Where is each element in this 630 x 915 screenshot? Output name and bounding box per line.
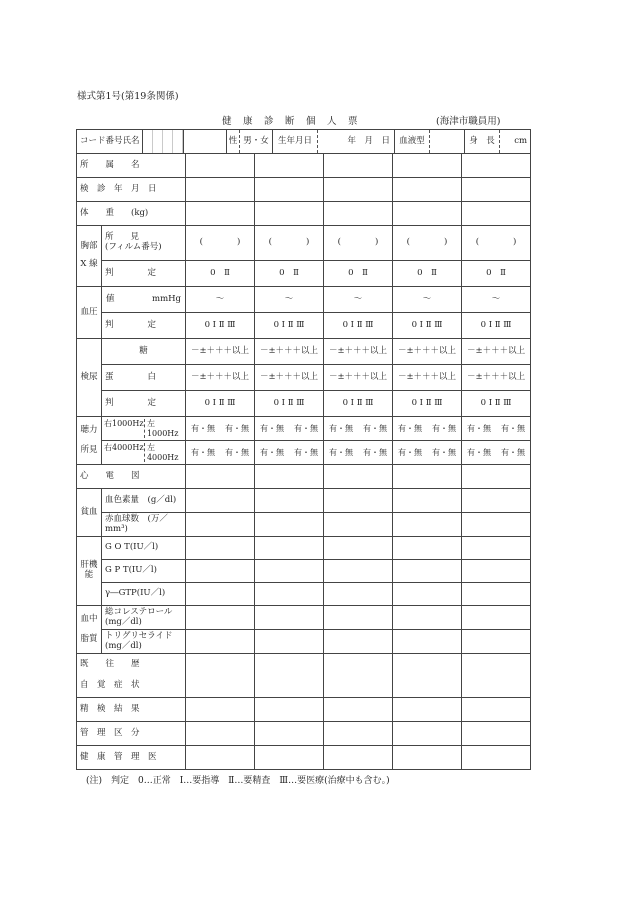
row-bp-judgment [77, 313, 531, 339]
entry-cell[interactable] [186, 560, 255, 583]
label-cell: γ―GTP(IU／l) [102, 583, 186, 606]
entry-cell[interactable] [324, 489, 393, 513]
text-label: 有・無 [432, 447, 456, 457]
row-urine-protein [77, 365, 531, 391]
entry-cell[interactable]: 0 Ⅰ Ⅱ Ⅲ [255, 391, 324, 417]
row-hemoglobin [77, 489, 531, 513]
entry-cell[interactable]: 〜 [393, 287, 462, 313]
entry-cell[interactable] [462, 722, 531, 746]
entry-cell[interactable] [255, 722, 324, 746]
entry-cell[interactable] [393, 746, 462, 770]
entry-cell[interactable]: 0 Ⅰ Ⅱ Ⅲ [393, 391, 462, 417]
text-label: mmHg [152, 293, 181, 304]
row-cholesterol [77, 606, 531, 630]
text-label: 有・無 [225, 447, 249, 457]
blood-type-field[interactable] [430, 130, 465, 153]
entry-cell[interactable] [462, 154, 531, 178]
entry-cell[interactable] [186, 202, 255, 226]
row-urine-judgment [77, 391, 531, 417]
text-label: 有・無 [398, 423, 422, 433]
entry-cell[interactable]: 〜 [462, 287, 531, 313]
label-cell: G O T(IU／l) [102, 537, 186, 560]
hearing-group-label [77, 417, 102, 465]
form-title: 健 康 診 断 個 人 票 [222, 116, 359, 127]
text-label: 有・無 [467, 447, 491, 457]
row-exam-date [77, 178, 531, 202]
text-label: 血中 [80, 613, 98, 624]
text-label: 右4000Hz [104, 443, 144, 453]
xray-cell[interactable]: ( ) [255, 226, 324, 261]
form-edition: (海津市職員用) [436, 116, 501, 127]
label-cell [255, 417, 324, 441]
entry-cell[interactable] [255, 606, 324, 630]
entry-cell[interactable] [255, 465, 324, 489]
entry-cell[interactable] [462, 513, 531, 537]
entry-cell[interactable] [186, 154, 255, 178]
entry-cell[interactable] [393, 560, 462, 583]
entry-cell[interactable] [324, 537, 393, 560]
label-cell [462, 417, 531, 441]
entry-cell[interactable] [393, 630, 462, 654]
xray-cell[interactable]: ( ) [324, 226, 393, 261]
label-cell [324, 417, 393, 441]
dob-field[interactable]: 年 月 日 [318, 130, 395, 153]
text-label: 有・無 [294, 447, 318, 457]
row-history [77, 654, 531, 676]
entry-cell[interactable]: 0 Ⅰ Ⅱ Ⅲ [462, 313, 531, 339]
label-cell: 健 康 管 理 医 [77, 746, 186, 770]
text-label: (フィルム番号) [105, 242, 162, 252]
xray-cell[interactable]: ( ) [462, 226, 531, 261]
text-label: 右1000Hz [104, 419, 144, 429]
entry-cell[interactable]: －±＋＋＋以上 [393, 365, 462, 391]
entry-cell[interactable] [255, 513, 324, 537]
row-xray-judgment [77, 261, 531, 287]
entry-cell[interactable] [462, 202, 531, 226]
entry-cell[interactable] [255, 560, 324, 583]
urine-group-label: 検尿 [77, 339, 102, 417]
label-cell: 判 定 [102, 261, 186, 287]
label-cell: 検 診 年 月 日 [77, 178, 186, 202]
text-label: 有・無 [191, 423, 215, 433]
label-cell: 自 覚 症 状 [77, 676, 186, 698]
label-cell [102, 441, 186, 465]
entry-cell[interactable]: 0 Ⅱ [186, 261, 255, 287]
entry-cell[interactable] [324, 178, 393, 202]
entry-cell[interactable] [393, 583, 462, 606]
entry-cell[interactable] [324, 630, 393, 654]
entry-cell[interactable] [462, 560, 531, 583]
entry-cell[interactable]: －±＋＋＋以上 [186, 365, 255, 391]
entry-cell[interactable] [462, 746, 531, 770]
label-cell [462, 441, 531, 465]
entry-cell[interactable] [393, 154, 462, 178]
top-info-row [77, 130, 531, 154]
sex-label: 性 [228, 135, 238, 146]
text-label: 脂質 [80, 633, 98, 644]
entry-cell[interactable] [186, 465, 255, 489]
entry-cell[interactable] [324, 202, 393, 226]
text-label: 左4000Hz [144, 443, 185, 461]
row-management [77, 722, 531, 746]
row-affiliation [77, 154, 531, 178]
row-xray-finding [77, 226, 531, 261]
xray-cell[interactable]: ( ) [393, 226, 462, 261]
anemia-group-label: 貧血 [77, 489, 102, 537]
entry-cell[interactable] [324, 722, 393, 746]
entry-cell[interactable] [255, 746, 324, 770]
dob-label: 生年月日 [273, 130, 318, 153]
entry-cell[interactable] [324, 154, 393, 178]
entry-cell[interactable]: －±＋＋＋以上 [255, 365, 324, 391]
code-name-label: コード番号氏名 [77, 130, 143, 153]
entry-cell[interactable] [255, 178, 324, 202]
text-label: 有・無 [329, 423, 353, 433]
row-weight [77, 202, 531, 226]
label-cell: 判 定 [102, 313, 186, 339]
entry-cell[interactable] [393, 654, 462, 698]
label-cell [324, 441, 393, 465]
entry-cell[interactable]: 0 Ⅰ Ⅱ Ⅲ [186, 313, 255, 339]
entry-cell[interactable] [255, 202, 324, 226]
entry-cell[interactable] [462, 583, 531, 606]
entry-cell[interactable] [462, 630, 531, 654]
entry-cell[interactable] [393, 606, 462, 630]
text-label: 左1000Hz [144, 419, 185, 437]
entry-cell[interactable]: －±＋＋＋以上 [462, 339, 531, 365]
entry-cell[interactable] [186, 654, 255, 698]
entry-cell[interactable] [186, 178, 255, 202]
text-label: 値 [106, 293, 115, 304]
entry-cell[interactable]: －±＋＋＋以上 [393, 339, 462, 365]
label-cell: 赤血球数 (万／mm³) [102, 513, 186, 537]
text-label: 有・無 [501, 423, 526, 433]
name-field[interactable] [184, 130, 227, 153]
footnote: (注) 判定 0…正常 Ⅰ…要指導 Ⅱ…要精査 Ⅲ…要医療(治療中も含む。) [86, 776, 390, 786]
entry-cell[interactable]: 0 Ⅱ [393, 261, 462, 287]
entry-cell[interactable] [186, 746, 255, 770]
label-cell [77, 130, 531, 154]
entry-cell[interactable] [255, 583, 324, 606]
label-cell [102, 226, 186, 261]
entry-cell[interactable]: 0 Ⅱ [462, 261, 531, 287]
row-hearing-1000 [77, 417, 531, 441]
text-label: 有・無 [329, 447, 353, 457]
entry-cell[interactable] [324, 583, 393, 606]
text-label: 有・無 [363, 447, 387, 457]
row-got [77, 537, 531, 560]
entry-cell[interactable]: 0 Ⅱ [255, 261, 324, 287]
text-label: 聴力 [80, 424, 98, 435]
entry-cell[interactable]: 0 Ⅱ [324, 261, 393, 287]
label-cell: トリグリセライド(mg／dl) [102, 630, 186, 654]
entry-cell[interactable] [186, 489, 255, 513]
entry-cell[interactable]: －±＋＋＋以上 [186, 339, 255, 365]
health-record-table [76, 129, 531, 770]
entry-cell[interactable] [393, 465, 462, 489]
entry-cell[interactable]: 0 Ⅰ Ⅱ Ⅲ [462, 391, 531, 417]
text-label: 有・無 [398, 447, 422, 457]
blood-type-label: 血液型 [395, 130, 430, 153]
entry-cell[interactable] [324, 606, 393, 630]
text-label: 所 見 [105, 232, 140, 243]
row-ggtp [77, 583, 531, 606]
entry-cell[interactable]: 〜 [255, 287, 324, 313]
liver-group-label: 肝機能 [77, 537, 102, 606]
label-cell: 所 属 名 [77, 154, 186, 178]
entry-cell[interactable] [255, 537, 324, 560]
row-hearing-4000 [77, 441, 531, 465]
xray-group-label [77, 226, 102, 287]
entry-cell[interactable] [324, 465, 393, 489]
label-cell: 総コレステロール(mg／dl) [102, 606, 186, 630]
label-cell: 心 電 図 [77, 465, 186, 489]
entry-cell[interactable]: 〜 [186, 287, 255, 313]
entry-cell[interactable] [393, 513, 462, 537]
xray-cell[interactable]: ( ) [186, 226, 255, 261]
label-cell: 判 定 [102, 391, 186, 417]
row-triglyceride [77, 630, 531, 654]
height-label: 身 長 [465, 130, 500, 153]
text-label: 有・無 [467, 423, 491, 433]
label-cell: 糖 [102, 339, 186, 365]
entry-cell[interactable] [462, 606, 531, 630]
label-cell [393, 417, 462, 441]
entry-cell[interactable]: 0 Ⅰ Ⅱ Ⅲ [324, 391, 393, 417]
entry-cell[interactable] [324, 513, 393, 537]
label-cell [393, 441, 462, 465]
entry-cell[interactable]: －±＋＋＋以上 [324, 339, 393, 365]
entry-cell[interactable] [255, 654, 324, 698]
entry-cell[interactable]: －±＋＋＋以上 [462, 365, 531, 391]
label-cell: 体 重 (kg) [77, 202, 186, 226]
entry-cell[interactable] [186, 513, 255, 537]
entry-cell[interactable] [462, 178, 531, 202]
entry-cell[interactable]: 〜 [324, 287, 393, 313]
entry-cell[interactable]: 0 Ⅰ Ⅱ Ⅲ [393, 313, 462, 339]
code-name-field[interactable] [143, 130, 184, 153]
height-unit: cm [514, 135, 528, 146]
label-cell: 管 理 区 分 [77, 722, 186, 746]
entry-cell[interactable] [462, 489, 531, 513]
label-cell [102, 287, 186, 313]
entry-cell[interactable] [393, 202, 462, 226]
entry-cell[interactable] [255, 489, 324, 513]
entry-cell[interactable]: －±＋＋＋以上 [324, 365, 393, 391]
row-ecg [77, 465, 531, 489]
entry-cell[interactable] [462, 698, 531, 722]
row-bp-value [77, 287, 531, 313]
entry-cell[interactable]: 0 Ⅰ Ⅱ Ⅲ [324, 313, 393, 339]
entry-cell[interactable] [186, 698, 255, 722]
text-label: 所見 [80, 444, 98, 455]
entry-cell[interactable] [393, 489, 462, 513]
text-label: 有・無 [294, 423, 318, 433]
entry-cell[interactable] [324, 560, 393, 583]
row-urine-sugar [77, 339, 531, 365]
row-detailed [77, 698, 531, 722]
form-number: 様式第1号(第19条関係) [77, 91, 179, 102]
label-cell: 血色素量 (g／dl) [102, 489, 186, 513]
label-cell [102, 417, 186, 441]
text-label: X 線 [80, 259, 98, 269]
entry-cell[interactable]: 0 Ⅰ Ⅱ Ⅲ [255, 313, 324, 339]
entry-cell[interactable] [393, 537, 462, 560]
text-label: 有・無 [363, 423, 387, 433]
entry-cell[interactable] [186, 630, 255, 654]
entry-cell[interactable] [255, 630, 324, 654]
entry-cell[interactable] [324, 746, 393, 770]
text-label: 有・無 [432, 423, 456, 433]
label-cell: G P T(IU／l) [102, 560, 186, 583]
lipid-group-label [77, 606, 102, 654]
entry-cell[interactable] [462, 537, 531, 560]
sex-options[interactable]: 男・女 [239, 130, 273, 153]
entry-cell[interactable] [393, 698, 462, 722]
text-label: 有・無 [191, 447, 215, 457]
text-label: 有・無 [225, 423, 249, 433]
entry-cell[interactable] [324, 698, 393, 722]
entry-cell[interactable] [393, 178, 462, 202]
entry-cell[interactable]: 0 Ⅰ Ⅱ Ⅲ [186, 391, 255, 417]
label-cell: 精 検 結 果 [77, 698, 186, 722]
entry-cell[interactable] [255, 698, 324, 722]
row-rbc [77, 513, 531, 537]
entry-cell[interactable] [462, 654, 531, 698]
entry-cell[interactable]: －±＋＋＋以上 [255, 339, 324, 365]
text-label: 胸部 [80, 241, 98, 252]
entry-cell[interactable] [186, 722, 255, 746]
label-cell: 既 往 歴 [77, 654, 186, 676]
entry-cell[interactable] [393, 722, 462, 746]
entry-cell[interactable] [324, 654, 393, 698]
label-cell [255, 441, 324, 465]
label-cell [186, 441, 255, 465]
entry-cell[interactable] [186, 606, 255, 630]
row-doctor [77, 746, 531, 770]
entry-cell[interactable] [186, 537, 255, 560]
label-cell [186, 417, 255, 441]
bp-group-label: 血圧 [77, 287, 102, 339]
entry-cell[interactable] [255, 154, 324, 178]
entry-cell[interactable] [186, 583, 255, 606]
text-label: 有・無 [260, 447, 284, 457]
text-label: 有・無 [501, 447, 526, 457]
row-gpt [77, 560, 531, 583]
entry-cell[interactable] [462, 465, 531, 489]
text-label: 有・無 [260, 423, 284, 433]
label-cell: 蛋 白 [102, 365, 186, 391]
